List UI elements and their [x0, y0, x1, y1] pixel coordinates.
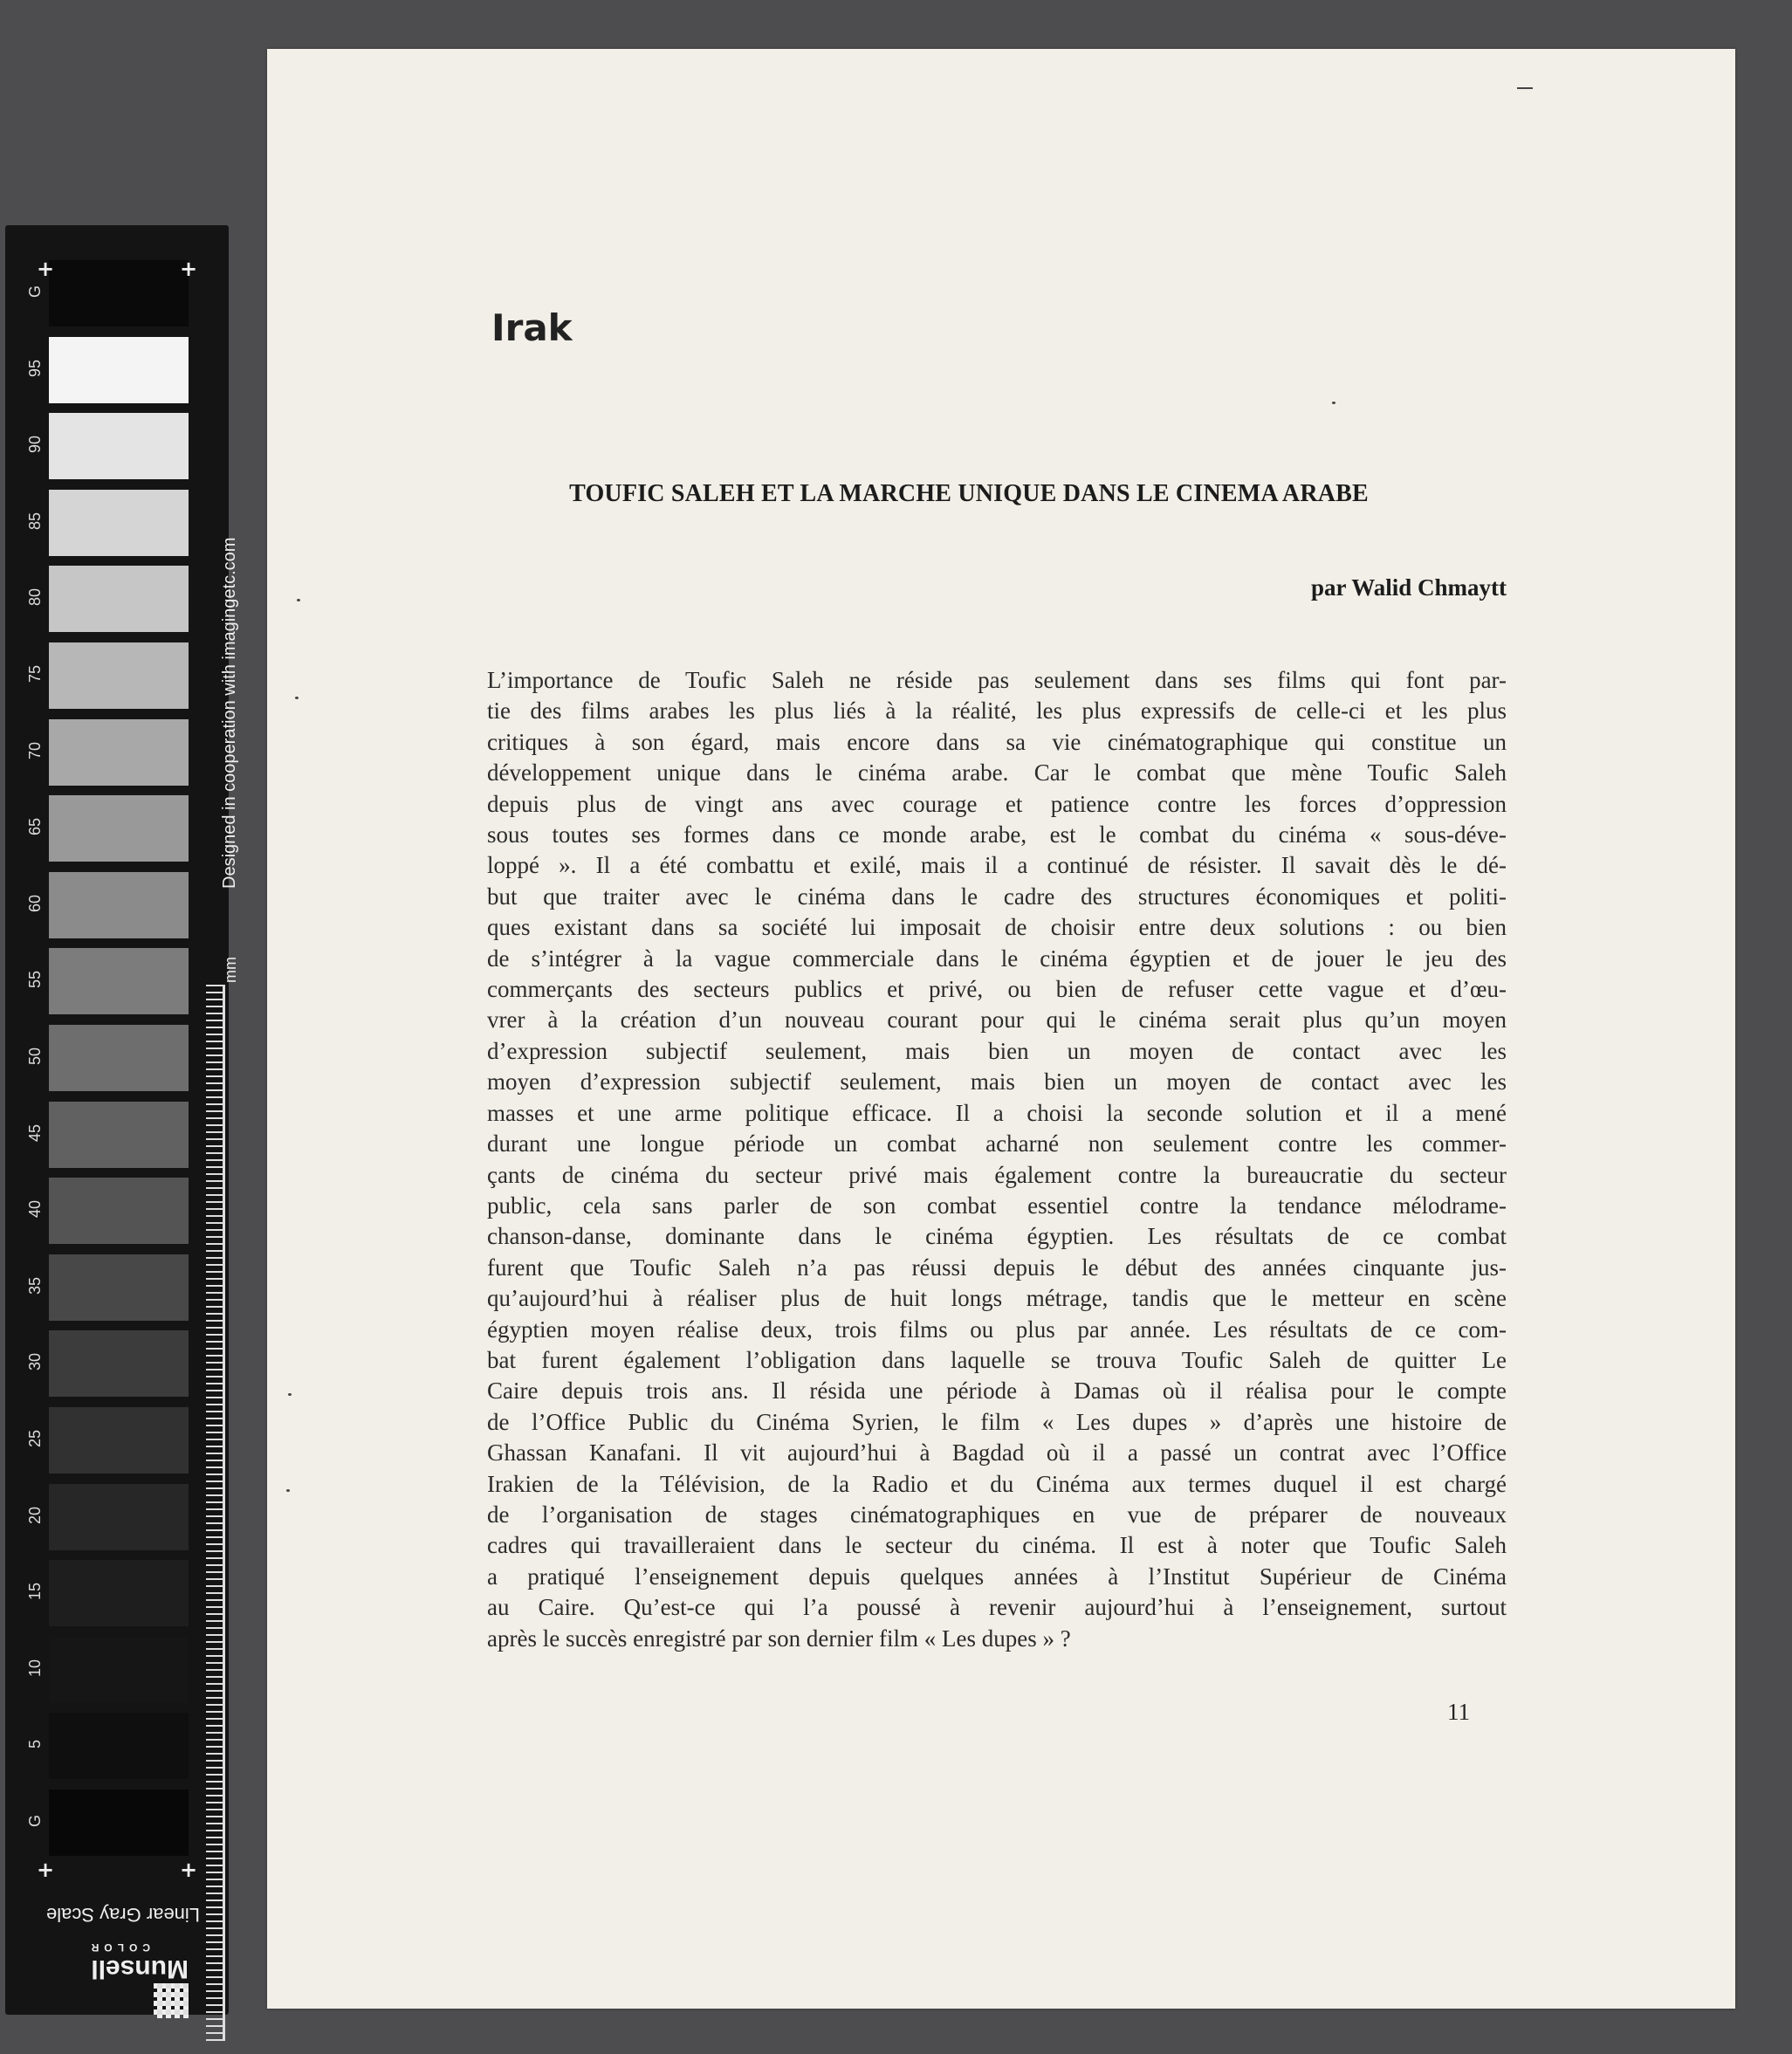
munsell-logo [58, 1941, 189, 2018]
gray-level-label: 75 [26, 664, 44, 684]
gray-level-label: 55 [26, 971, 44, 989]
gray-level-label: 30 [26, 1353, 44, 1371]
byline: par Walid Chmaytt [1310, 574, 1507, 601]
gray-patch [49, 490, 189, 556]
body-line: moyen d’expression subjectif seulement, mais bien un moyen de contact avec les [487, 1068, 1507, 1096]
page-number: 11 [1447, 1699, 1470, 1725]
gray-patch [49, 795, 189, 862]
body-line: de s’intégrer à la vague commerciale dans le cinéma égyptien et de jouer le jeu des [487, 945, 1507, 972]
gray-level-label: 5 [26, 1740, 44, 1749]
registration-mark: + [37, 257, 55, 281]
background-speck [295, 697, 299, 699]
body-line: masses et une arme politique efficace. Il a choisi la seconde solution et il a mené [487, 1099, 1507, 1126]
article-body [487, 665, 1507, 1654]
gray-patch [49, 948, 189, 1014]
gray-level-label: 35 [26, 1276, 44, 1295]
gray-patch [49, 566, 189, 632]
gray-level-label: 20 [26, 1506, 44, 1524]
background-speck [288, 1393, 292, 1396]
gray-patch [49, 1790, 189, 1856]
body-line: égyptien moyen réalise deux, trois films ou plus par année. Les résultats de ce com- [487, 1316, 1507, 1343]
registration-mark: + [180, 257, 198, 281]
body-line: au Caire. Qu’est-ce qui l’a poussé à revenir aujourd’hui à l’enseignement, surtout [487, 1594, 1507, 1621]
body-line: qu’aujourd’hui à réaliser plus de huit longs métrage, tandis que le metteur en scène [487, 1285, 1507, 1312]
body-line: but que traiter avec le cinéma dans le cadre des structures économiques et politi- [487, 883, 1507, 910]
gray-level-label: 60 [26, 894, 44, 912]
strip-credit: Designed in cooperation with imagingetc.com [220, 537, 239, 889]
scale-name: Linear Gray Scale [45, 1904, 201, 1926]
body-line: çants de cinéma du secteur privé mais également contre la bureaucratie du secteur [487, 1161, 1507, 1188]
body-line: de l’organisation de stages cinématographiques en vue de préparer de nouveaux [487, 1501, 1507, 1528]
background-speck [286, 1489, 290, 1492]
munsell-grid-icon [154, 1983, 189, 2018]
background-speck [297, 599, 300, 601]
gray-level-label: 95 [26, 359, 44, 377]
gray-level-label: G [26, 1815, 44, 1828]
brand-sub: COLOR [86, 1941, 150, 1954]
gray-scale-strip [5, 225, 239, 2015]
body-line: loppé ». Il a été combattu et exilé, mais il a continué de résister. Il savait dès le dé- [487, 852, 1507, 879]
body-line: tie des films arabes les plus liés à la réalité, les plus expressifs de celle-ci et les plus [487, 697, 1507, 725]
gray-level-label: 40 [26, 1200, 44, 1219]
gray-level-label: 80 [26, 588, 44, 607]
gray-patch [49, 1254, 189, 1321]
body-line: Irakien de la Télévision, de la Radio et du Cinéma aux termes duquel il est chargé [487, 1470, 1507, 1497]
body-line: a pratiqué l’enseignement depuis quelques années à l’Institut Supérieur de Cinéma [487, 1563, 1507, 1590]
body-line: après le succès enregistré par son dernier film « Les dupes » ? [487, 1625, 1071, 1652]
mm-ruler [206, 985, 225, 2041]
gray-patch [49, 642, 189, 709]
body-line: critiques à son égard, mais encore dans sa vie cinématographique qui constitue un [487, 728, 1507, 755]
ruler-unit: mm [222, 957, 239, 983]
gray-patch [49, 1637, 189, 1703]
section-title: Irak [491, 306, 573, 349]
registration-mark: + [37, 1858, 55, 1882]
body-line: furent que Toufic Saleh n’a pas réussi depuis le début des années cinquante jus- [487, 1254, 1507, 1281]
document-page [267, 49, 1735, 2009]
gray-level-label: 45 [26, 1123, 44, 1142]
gray-patch [49, 1330, 189, 1397]
body-line: Ghassan Kanafani. Il vit aujourd’hui à Bagdad où il a passé un contrat avec l’Office [487, 1439, 1507, 1467]
gray-patch [49, 1484, 189, 1550]
body-line: vrer à la création d’un nouveau courant pour qui le cinéma serait plus qu’un moyen [487, 1006, 1507, 1034]
body-line: chanson-danse, dominante dans le cinéma égyptien. Les résultats de ce combat [487, 1223, 1507, 1250]
gray-patch [49, 1025, 189, 1091]
paper-mark [1517, 87, 1533, 89]
gray-level-label: G [26, 285, 44, 299]
body-line: public, cela sans parler de son combat essentiel contre la tendance mélodrame- [487, 1192, 1507, 1219]
gray-patch [49, 719, 189, 786]
body-line: L’importance de Toufic Saleh ne réside pas seulement dans ses films qui font par- [487, 667, 1507, 693]
article-title: TOUFIC SALEH ET LA MARCHE UNIQUE DANS LE CINEMA ARABE [569, 480, 1369, 507]
gray-patch [49, 1407, 189, 1474]
gray-level-label: 70 [26, 741, 44, 759]
body-line: ques existant dans sa société lui imposait de choisir entre deux solutions : ou bien [487, 914, 1507, 941]
gray-level-label: 50 [26, 1047, 44, 1066]
gray-level-label: 85 [26, 512, 44, 530]
gray-patch [49, 413, 189, 479]
body-line: bat furent également l’obligation dans laquelle se trouva Toufic Saleh de quitter Le [487, 1346, 1507, 1373]
gray-level-label: 15 [26, 1583, 44, 1601]
body-line: cadres qui travailleraient dans le secteur du cinéma. Il est à noter que Toufic Saleh [487, 1532, 1507, 1559]
gray-patch [49, 337, 189, 403]
brand-name: Munsell [91, 1954, 189, 1983]
body-line: de l’Office Public du Cinéma Syrien, le film « Les dupes » d’après une histoire de [487, 1408, 1507, 1435]
gray-level-label: 25 [26, 1429, 44, 1448]
body-line: commerçants des secteurs publics et privé, ou bien de refuser cette vague et d’œu- [487, 976, 1507, 1003]
gray-patch [49, 260, 189, 326]
registration-mark: + [180, 1858, 198, 1882]
body-line: Caire depuis trois ans. Il résida une période à Damas où il réalisa pour le compte [487, 1377, 1507, 1405]
gray-level-label: 65 [26, 818, 44, 836]
body-line: développement unique dans le cinéma arabe. Car le combat que mène Toufic Saleh [487, 759, 1507, 787]
gray-patch [49, 1178, 189, 1244]
gray-patch [49, 1560, 189, 1626]
paper-speck [1332, 402, 1335, 404]
body-line: durant une longue période un combat acharné non seulement contre les commer- [487, 1130, 1507, 1158]
body-line: depuis plus de vingt ans avec courage et patience contre les forces d’oppression [487, 790, 1507, 817]
gray-level-label: 90 [26, 436, 44, 454]
body-line: sous toutes ses formes dans ce monde arabe, est le combat du cinéma « sous-déve- [487, 821, 1507, 848]
gray-patch [49, 1713, 189, 1779]
gray-patch [49, 1102, 189, 1168]
gray-patch [49, 872, 189, 938]
body-line: d’expression subjectif seulement, mais bien un moyen de contact avec les [487, 1037, 1507, 1064]
gray-level-label: 10 [26, 1659, 44, 1677]
